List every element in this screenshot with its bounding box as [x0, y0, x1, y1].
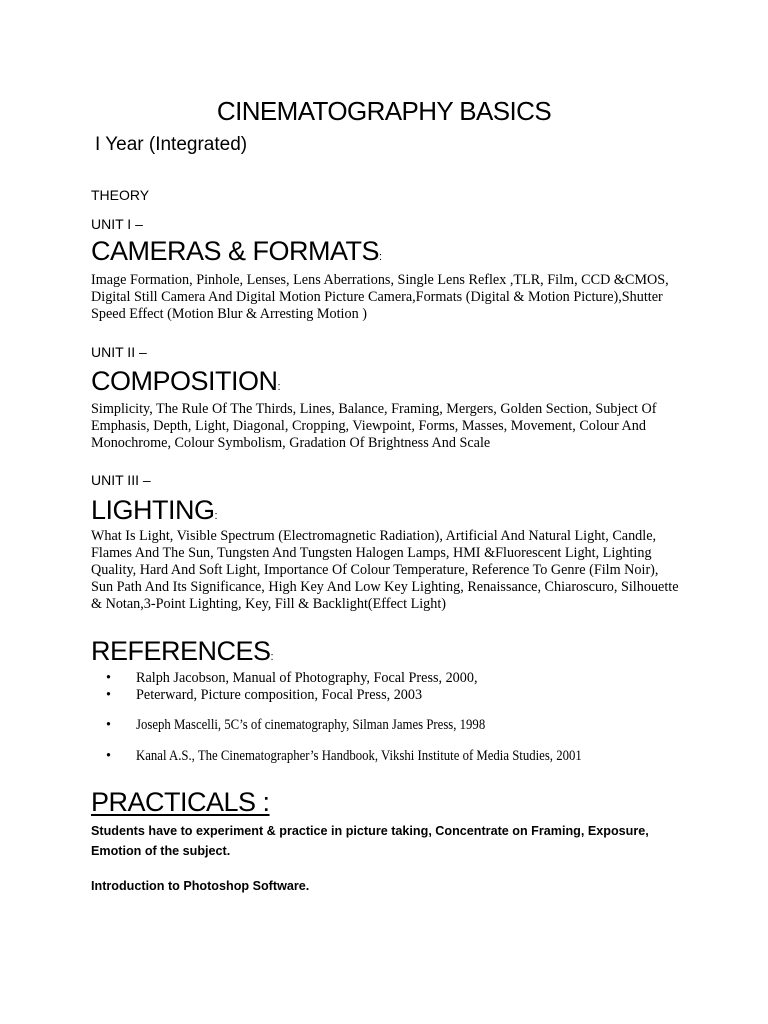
practicals-software: Introduction to Photoshop Software.	[91, 879, 310, 893]
unit-3-heading	[91, 497, 217, 524]
references-heading-text: REFERENCES	[91, 636, 271, 666]
unit-2-label: UNIT II –	[91, 344, 147, 360]
references-heading-colon: :	[270, 651, 274, 663]
unit-3-heading-text: LIGHTING	[91, 495, 215, 525]
unit-1-label: UNIT I –	[91, 216, 143, 232]
unit-2-topics: Simplicity, The Rule Of The Thirds, Lines, Balance, Framing, Mergers, Golden Section, Subject Of Emphasis, Depth, Light, Diagonal, Cropping, Viewpoint, Forms, Masses, Movement, Colour And Monochrome, Colour Symbolism, Gradation Of Brightness And Scale	[91, 401, 657, 451]
theory-label: THEORY	[91, 187, 150, 203]
reference-text: Joseph Mascelli, 5C’s of cinematography, Silman James Press, 1998	[136, 717, 486, 733]
unit-3-topics: What Is Light, Visible Spectrum (Electromagnetic Radiation), Artificial And Natural Light, Candle, Flames And The Sun, Tungsten And Tungsten Halogen Lamps, HMI &Fluorescent Light, Lighting Quality, Hard And Soft Light, Importance Of Colour Temperature, Reference To Genre (Film Noir), Sun Path And Its Significance, High Key And Low Key Lighting, Renaissance, Chiaroscuro, Silhouette & Notan,3-Point Lighting, Key, Fill & Backlight(Effect Light)	[91, 528, 679, 612]
document-title: CINEMATOGRAPHY BASICS	[216, 96, 552, 126]
practicals-heading: PRACTICALS :	[91, 787, 270, 817]
unit-2-heading-text: COMPOSITION	[91, 366, 278, 396]
reference-text: Peterward, Picture composition, Focal Press, 2003	[136, 687, 423, 703]
unit-1-heading-colon: :	[379, 251, 382, 263]
unit-1-topics: Image Formation, Pinhole, Lenses, Lens Aberrations, Single Lens Reflex ,TLR, Film, CCD &CMOS, Digital Still Camera And Digital Motion Picture Camera,Formats (Digital & Motion Picture),Shutter Speed Effect (Motion Blur & Arresting Motion )	[91, 272, 669, 322]
reference-text: Kanal A.S., The Cinematographer’s Handbook, Vikshi Institute of Media Studies, 2001	[136, 748, 582, 764]
unit-2-heading	[91, 368, 280, 395]
unit-2-heading-colon: :	[277, 381, 281, 393]
unit-3-label: UNIT III –	[91, 472, 151, 488]
document-subtitle: I Year (Integrated)	[95, 134, 248, 155]
references-heading	[91, 638, 273, 665]
practicals-text: Students have to experiment & practice in picture taking, Concentrate on Framing, Exposure, Emotion of the subject.	[91, 824, 649, 858]
unit-1-heading-text: CAMERAS & FORMATS	[91, 236, 380, 266]
unit-1-heading	[91, 238, 382, 265]
unit-3-heading-colon: :	[214, 510, 218, 522]
reference-text: Ralph Jacobson, Manual of Photography, Focal Press, 2000,	[136, 670, 478, 686]
